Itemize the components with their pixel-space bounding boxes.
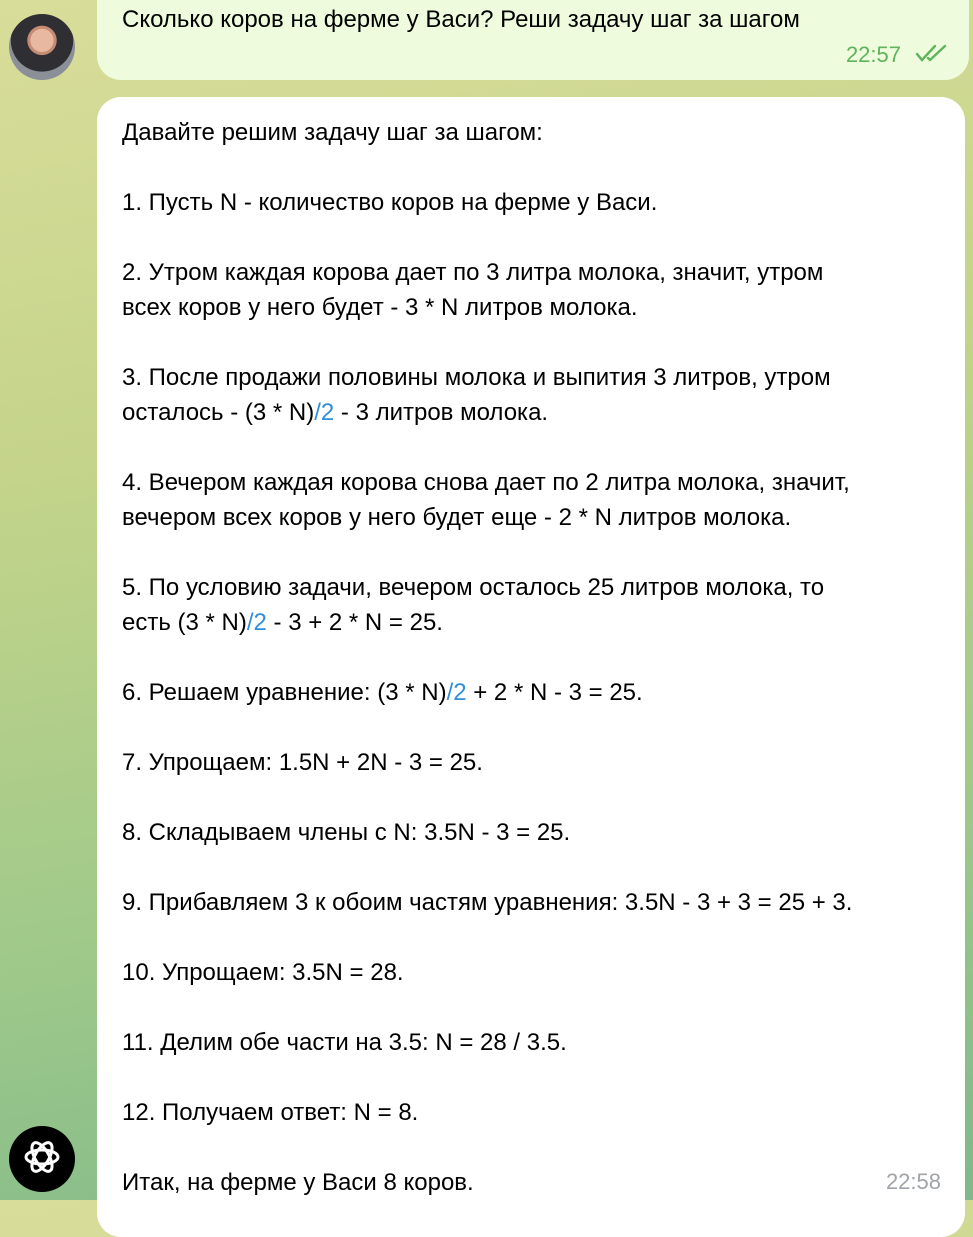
outgoing-message-bubble [97,0,969,80]
message-paragraph [122,255,852,325]
message-time: 22:58 [885,1169,941,1194]
text-line [122,255,852,290]
text-line [122,605,852,640]
text-segment: вечером всех коров у него будет еще - 2 * N литров молока. [122,504,792,531]
message-paragraph [122,885,852,920]
message-paragraph [122,1165,852,1200]
text-line [122,360,852,395]
text-segment: есть (3 * N) [122,609,247,636]
text-segment: 5. По условию задачи, вечером осталось 25 литров молока, то [122,574,825,601]
message-paragraph [122,745,852,780]
text-segment: 10. Упрощаем: 3.5N = 28. [122,959,404,986]
text-segment: Давайте решим задачу шаг за шагом: [122,119,543,146]
text-segment: + 2 * N - 3 = 25. [466,679,643,706]
text-line [122,815,852,850]
text-line [122,465,852,500]
bot-avatar[interactable] [9,1126,75,1192]
text-segment: 7. Упрощаем: 1.5N + 2N - 3 = 25. [122,749,483,776]
text-segment: 6. Решаем уравнение: (3 * N) [122,679,447,706]
text-segment: 8. Складываем члены с N: 3.5N - 3 = 25. [122,819,571,846]
text-segment: 11. Делим обе части на 3.5: N = 28 / 3.5. [122,1029,567,1056]
openai-logo-icon [20,1135,64,1184]
text-segment: 9. Прибавляем 3 к обоим частям уравнения: 3.5N - 3 + 3 = 25 + 3. [122,889,853,916]
text-segment: 4. Вечером каждая корова снова дает по 2 литра молока, значит, [122,469,850,496]
text-line [122,885,852,920]
message-paragraph [122,465,852,535]
message-paragraph [122,185,852,220]
text-line [122,675,852,710]
text-segment: 2. Утром каждая корова дает по 3 литра молока, значит, утром [122,259,824,286]
incoming-message-bubble [97,97,965,1237]
text-line [122,955,852,990]
incoming-message-text [122,115,852,1235]
text-segment: - 3 + 2 * N = 25. [266,609,443,636]
text-line [122,570,852,605]
message-paragraph [122,1095,852,1130]
text-segment: - 3 литров молока. [334,399,549,426]
message-paragraph [122,570,852,640]
message-paragraph [122,115,852,150]
text-line [122,1165,852,1200]
message-paragraph [122,815,852,850]
text-segment: 3. После продажи половины молока и выпития 3 литров, утром [122,364,831,391]
message-time: 22:57 [845,42,901,67]
text-line [122,290,852,325]
message-paragraph [122,360,852,430]
outgoing-message-text: Сколько коров на ферме у Васи? Реши задачу шаг за шагом [122,6,800,33]
inline-link[interactable]: /2 [446,679,467,706]
text-segment: 1. Пусть N - количество коров на ферме у Васи. [122,189,658,216]
text-line [122,1095,852,1130]
text-line [122,745,852,780]
inline-link[interactable]: /2 [314,399,335,426]
text-segment: Итак, на ферме у Васи 8 коров. [122,1169,474,1196]
message-paragraph [122,955,852,990]
text-segment: всех коров у него будет - 3 * N литров молока. [122,294,638,321]
inline-link[interactable]: /2 [246,609,267,636]
user-avatar[interactable] [9,14,75,80]
text-line [122,115,852,150]
message-paragraph [122,1025,852,1060]
text-line [122,395,852,430]
text-segment: осталось - (3 * N) [122,399,315,426]
message-paragraph [122,675,852,710]
text-line [122,185,852,220]
text-line [122,1025,852,1060]
text-line [122,500,852,535]
double-check-icon [915,42,949,68]
text-segment: 12. Получаем ответ: N = 8. [122,1099,419,1126]
